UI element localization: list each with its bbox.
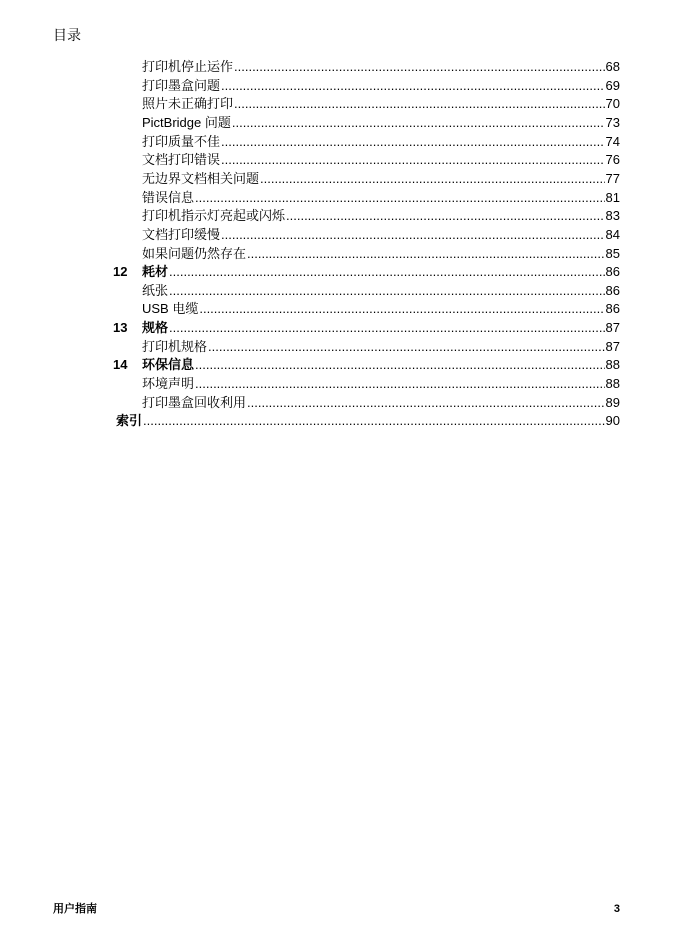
- toc-entry-title: 打印机停止运作: [142, 59, 234, 74]
- toc-page-number: 81: [605, 189, 620, 205]
- toc-entry-title: 耗材: [142, 264, 169, 280]
- toc-page-number: 86: [605, 264, 620, 280]
- toc-entry[interactable]: [142, 95, 620, 113]
- toc-entry-title: USB 电缆: [142, 301, 199, 317]
- toc-page-number: 84: [605, 226, 620, 242]
- toc-page-number: 85: [605, 245, 620, 261]
- footer-page-number: 3: [613, 903, 620, 915]
- toc-entry[interactable]: [142, 282, 620, 300]
- toc-entry[interactable]: [142, 245, 620, 263]
- toc-entry-title: 环保信息: [142, 357, 195, 373]
- toc-page-number: 88: [605, 357, 620, 373]
- toc-dot-leader: [247, 394, 605, 412]
- toc-chapter-entry[interactable]: [113, 263, 620, 281]
- toc-chapter-number: 12: [113, 264, 128, 280]
- toc-dot-leader: [169, 319, 605, 337]
- toc-dot-leader: [221, 133, 605, 151]
- toc-entry-title: 错误信息: [142, 189, 195, 205]
- toc-entry[interactable]: [142, 394, 620, 412]
- toc-dot-leader: [195, 375, 605, 393]
- toc-chapter-number: 14: [113, 357, 128, 373]
- toc-page-number: 89: [605, 394, 620, 410]
- toc-dot-leader: [208, 338, 605, 356]
- toc-chapter-entry[interactable]: [113, 356, 620, 374]
- toc-entry[interactable]: [142, 300, 620, 318]
- toc-entry[interactable]: [142, 226, 620, 244]
- toc-page-number: 83: [605, 208, 620, 224]
- toc-dot-leader: [169, 282, 605, 300]
- toc-entry-title: 打印机指示灯亮起或闪烁: [142, 208, 286, 224]
- toc-chapter-entry[interactable]: [113, 319, 620, 337]
- toc-dot-leader: [221, 151, 605, 169]
- toc-dot-leader: [195, 356, 605, 374]
- toc-entry[interactable]: [142, 189, 620, 207]
- toc-entry-title: 打印质量不佳: [142, 133, 221, 149]
- toc-entry[interactable]: [142, 207, 620, 225]
- toc-entry-title: 打印墨盒问题: [142, 77, 221, 93]
- toc-page-number: 86: [605, 301, 620, 317]
- toc-dot-leader: [195, 189, 605, 207]
- toc-entry-title: 规格: [142, 320, 169, 336]
- toc-chapter-number: 13: [113, 320, 128, 336]
- toc-dot-leader: [234, 58, 605, 76]
- toc-dot-leader: [260, 170, 605, 188]
- toc-dot-leader: [247, 245, 605, 263]
- page-header-title: 目录: [53, 27, 81, 43]
- toc-page-number: 86: [605, 282, 620, 298]
- toc-page-number: 68: [605, 59, 620, 74]
- toc-page-number: 87: [605, 338, 620, 354]
- toc-entry-title: 打印机规格: [142, 338, 208, 354]
- toc-page-number: 77: [605, 170, 620, 186]
- toc-page-number: 73: [605, 114, 620, 130]
- toc-entry-title: 纸张: [142, 282, 169, 298]
- toc-dot-leader: [286, 207, 605, 225]
- toc-entry[interactable]: [142, 375, 620, 393]
- toc-entry-title: PictBridge 问题: [142, 114, 231, 130]
- toc-entry-title: 索引: [116, 413, 143, 429]
- toc-entry[interactable]: [142, 151, 620, 169]
- toc-entry-title: 如果问题仍然存在: [142, 245, 247, 261]
- toc-entry-title: 环境声明: [142, 376, 195, 392]
- toc-dot-leader: [143, 412, 605, 430]
- toc-dot-leader: [221, 226, 605, 244]
- toc-page-number: 74: [605, 133, 620, 149]
- toc-index-entry[interactable]: [116, 412, 620, 430]
- toc-dot-leader: [232, 114, 605, 132]
- toc-entry[interactable]: [142, 77, 620, 95]
- toc-page-number: 76: [605, 152, 620, 168]
- toc-dot-leader: [221, 77, 605, 95]
- toc-dot-leader: [234, 95, 605, 113]
- toc-entry[interactable]: [142, 58, 620, 76]
- toc-entry[interactable]: [142, 338, 620, 356]
- footer-guide-title: 用户指南: [53, 903, 97, 915]
- toc-entry-title: 照片未正确打印: [142, 96, 234, 112]
- toc-page-number: 90: [605, 413, 620, 429]
- toc-dot-leader: [199, 300, 604, 318]
- toc-page-number: 88: [605, 376, 620, 392]
- toc-entry[interactable]: [142, 114, 620, 132]
- toc-entry-title: 文档打印缓慢: [142, 226, 221, 242]
- toc-entry-title: 无边界文档相关问题: [142, 170, 260, 186]
- toc-page-number: 70: [605, 96, 620, 112]
- toc-page-number: 87: [605, 320, 620, 336]
- toc-entry[interactable]: [142, 170, 620, 188]
- toc-entry-title: 文档打印错误: [142, 152, 221, 168]
- toc-entry-title: 打印墨盒回收利用: [142, 394, 247, 410]
- toc-entry[interactable]: [142, 133, 620, 151]
- toc-dot-leader: [169, 263, 605, 281]
- toc-page-number: 69: [605, 77, 620, 93]
